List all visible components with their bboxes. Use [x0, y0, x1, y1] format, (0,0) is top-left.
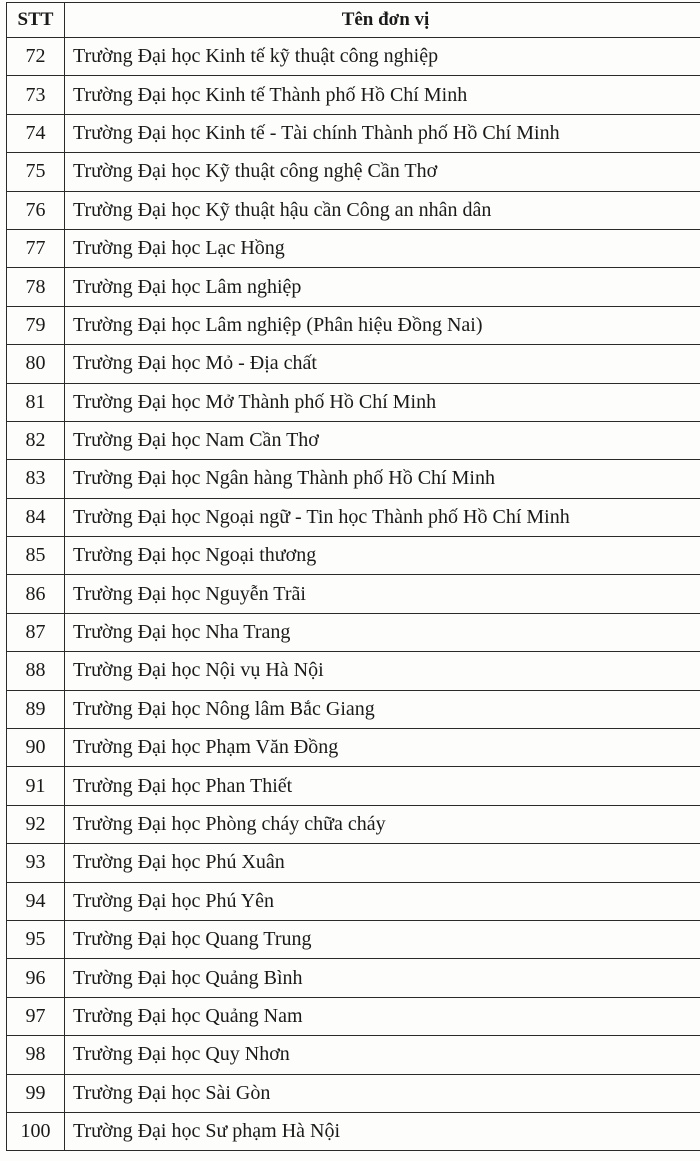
row-unit-name: Trường Đại học Quảng Bình [65, 959, 700, 997]
row-unit-name: Trường Đại học Phú Yên [65, 882, 700, 920]
row-stt: 72 [7, 38, 65, 76]
row-stt: 90 [7, 729, 65, 767]
row-stt: 82 [7, 421, 65, 459]
row-unit-name: Trường Đại học Quy Nhơn [65, 1036, 700, 1074]
row-unit-name: Trường Đại học Ngoại thương [65, 537, 700, 575]
row-stt: 80 [7, 345, 65, 383]
row-stt: 81 [7, 383, 65, 421]
row-stt: 73 [7, 76, 65, 114]
table-row [7, 76, 700, 114]
table-row [7, 882, 700, 920]
table-row [7, 460, 700, 498]
table-row [7, 729, 700, 767]
table-row [7, 1112, 700, 1150]
table-row [7, 38, 700, 76]
row-stt: 84 [7, 498, 65, 536]
table-header [7, 3, 700, 38]
table-row [7, 498, 700, 536]
row-unit-name: Trường Đại học Sư phạm Hà Nội [65, 1112, 700, 1150]
header-row [7, 3, 700, 38]
table-row [7, 421, 700, 459]
row-stt: 94 [7, 882, 65, 920]
row-unit-name: Trường Đại học Nông lâm Bắc Giang [65, 690, 700, 728]
row-unit-name: Trường Đại học Phú Xuân [65, 844, 700, 882]
table-row [7, 306, 700, 344]
table-row [7, 268, 700, 306]
table-row [7, 575, 700, 613]
row-stt: 78 [7, 268, 65, 306]
row-stt: 97 [7, 997, 65, 1035]
table-row [7, 229, 700, 267]
header-stt: STT [7, 3, 65, 38]
row-stt: 75 [7, 153, 65, 191]
row-unit-name: Trường Đại học Mở Thành phố Hồ Chí Minh [65, 383, 700, 421]
row-unit-name: Trường Đại học Ngoại ngữ - Tin học Thành phố Hồ Chí Minh [65, 498, 700, 536]
row-stt: 85 [7, 537, 65, 575]
table-row [7, 1074, 700, 1112]
row-unit-name: Trường Đại học Kinh tế - Tài chính Thành phố Hồ Chí Minh [65, 114, 700, 152]
units-table [6, 2, 700, 1151]
row-stt: 89 [7, 690, 65, 728]
row-unit-name: Trường Đại học Sài Gòn [65, 1074, 700, 1112]
row-unit-name: Trường Đại học Phòng cháy chữa cháy [65, 805, 700, 843]
row-stt: 98 [7, 1036, 65, 1074]
table-row [7, 537, 700, 575]
row-unit-name: Trường Đại học Nha Trang [65, 613, 700, 651]
table-row [7, 959, 700, 997]
table-row [7, 1036, 700, 1074]
row-stt: 74 [7, 114, 65, 152]
table-row [7, 920, 700, 958]
row-stt: 92 [7, 805, 65, 843]
row-unit-name: Trường Đại học Lâm nghiệp [65, 268, 700, 306]
row-stt: 76 [7, 191, 65, 229]
row-unit-name: Trường Đại học Nguyễn Trãi [65, 575, 700, 613]
row-stt: 88 [7, 652, 65, 690]
table-row [7, 114, 700, 152]
row-stt: 100 [7, 1112, 65, 1150]
row-unit-name: Trường Đại học Mỏ - Địa chất [65, 345, 700, 383]
row-unit-name: Trường Đại học Kinh tế Thành phố Hồ Chí Minh [65, 76, 700, 114]
row-unit-name: Trường Đại học Ngân hàng Thành phố Hồ Chí Minh [65, 460, 700, 498]
row-unit-name: Trường Đại học Quảng Nam [65, 997, 700, 1035]
table-body [7, 38, 700, 1151]
row-unit-name: Trường Đại học Kỹ thuật công nghệ Cần Thơ [65, 153, 700, 191]
row-unit-name: Trường Đại học Phan Thiết [65, 767, 700, 805]
row-unit-name: Trường Đại học Phạm Văn Đồng [65, 729, 700, 767]
row-unit-name: Trường Đại học Quang Trung [65, 920, 700, 958]
table-row [7, 191, 700, 229]
row-stt: 79 [7, 306, 65, 344]
row-stt: 93 [7, 844, 65, 882]
row-stt: 95 [7, 920, 65, 958]
table-row [7, 997, 700, 1035]
row-stt: 96 [7, 959, 65, 997]
row-stt: 86 [7, 575, 65, 613]
header-name: Tên đơn vị [65, 3, 700, 38]
table-row [7, 844, 700, 882]
row-unit-name: Trường Đại học Kinh tế kỹ thuật công nghiệp [65, 38, 700, 76]
table-row [7, 153, 700, 191]
row-stt: 99 [7, 1074, 65, 1112]
table-row [7, 345, 700, 383]
table-row [7, 613, 700, 651]
row-stt: 91 [7, 767, 65, 805]
row-unit-name: Trường Đại học Lâm nghiệp (Phân hiệu Đồng Nai) [65, 306, 700, 344]
row-stt: 77 [7, 229, 65, 267]
table-row [7, 805, 700, 843]
row-unit-name: Trường Đại học Kỹ thuật hậu cần Công an nhân dân [65, 191, 700, 229]
table-row [7, 383, 700, 421]
row-stt: 87 [7, 613, 65, 651]
row-stt: 83 [7, 460, 65, 498]
row-unit-name: Trường Đại học Nam Cần Thơ [65, 421, 700, 459]
table-row [7, 652, 700, 690]
table-row [7, 690, 700, 728]
row-unit-name: Trường Đại học Nội vụ Hà Nội [65, 652, 700, 690]
row-unit-name: Trường Đại học Lạc Hồng [65, 229, 700, 267]
table-row [7, 767, 700, 805]
